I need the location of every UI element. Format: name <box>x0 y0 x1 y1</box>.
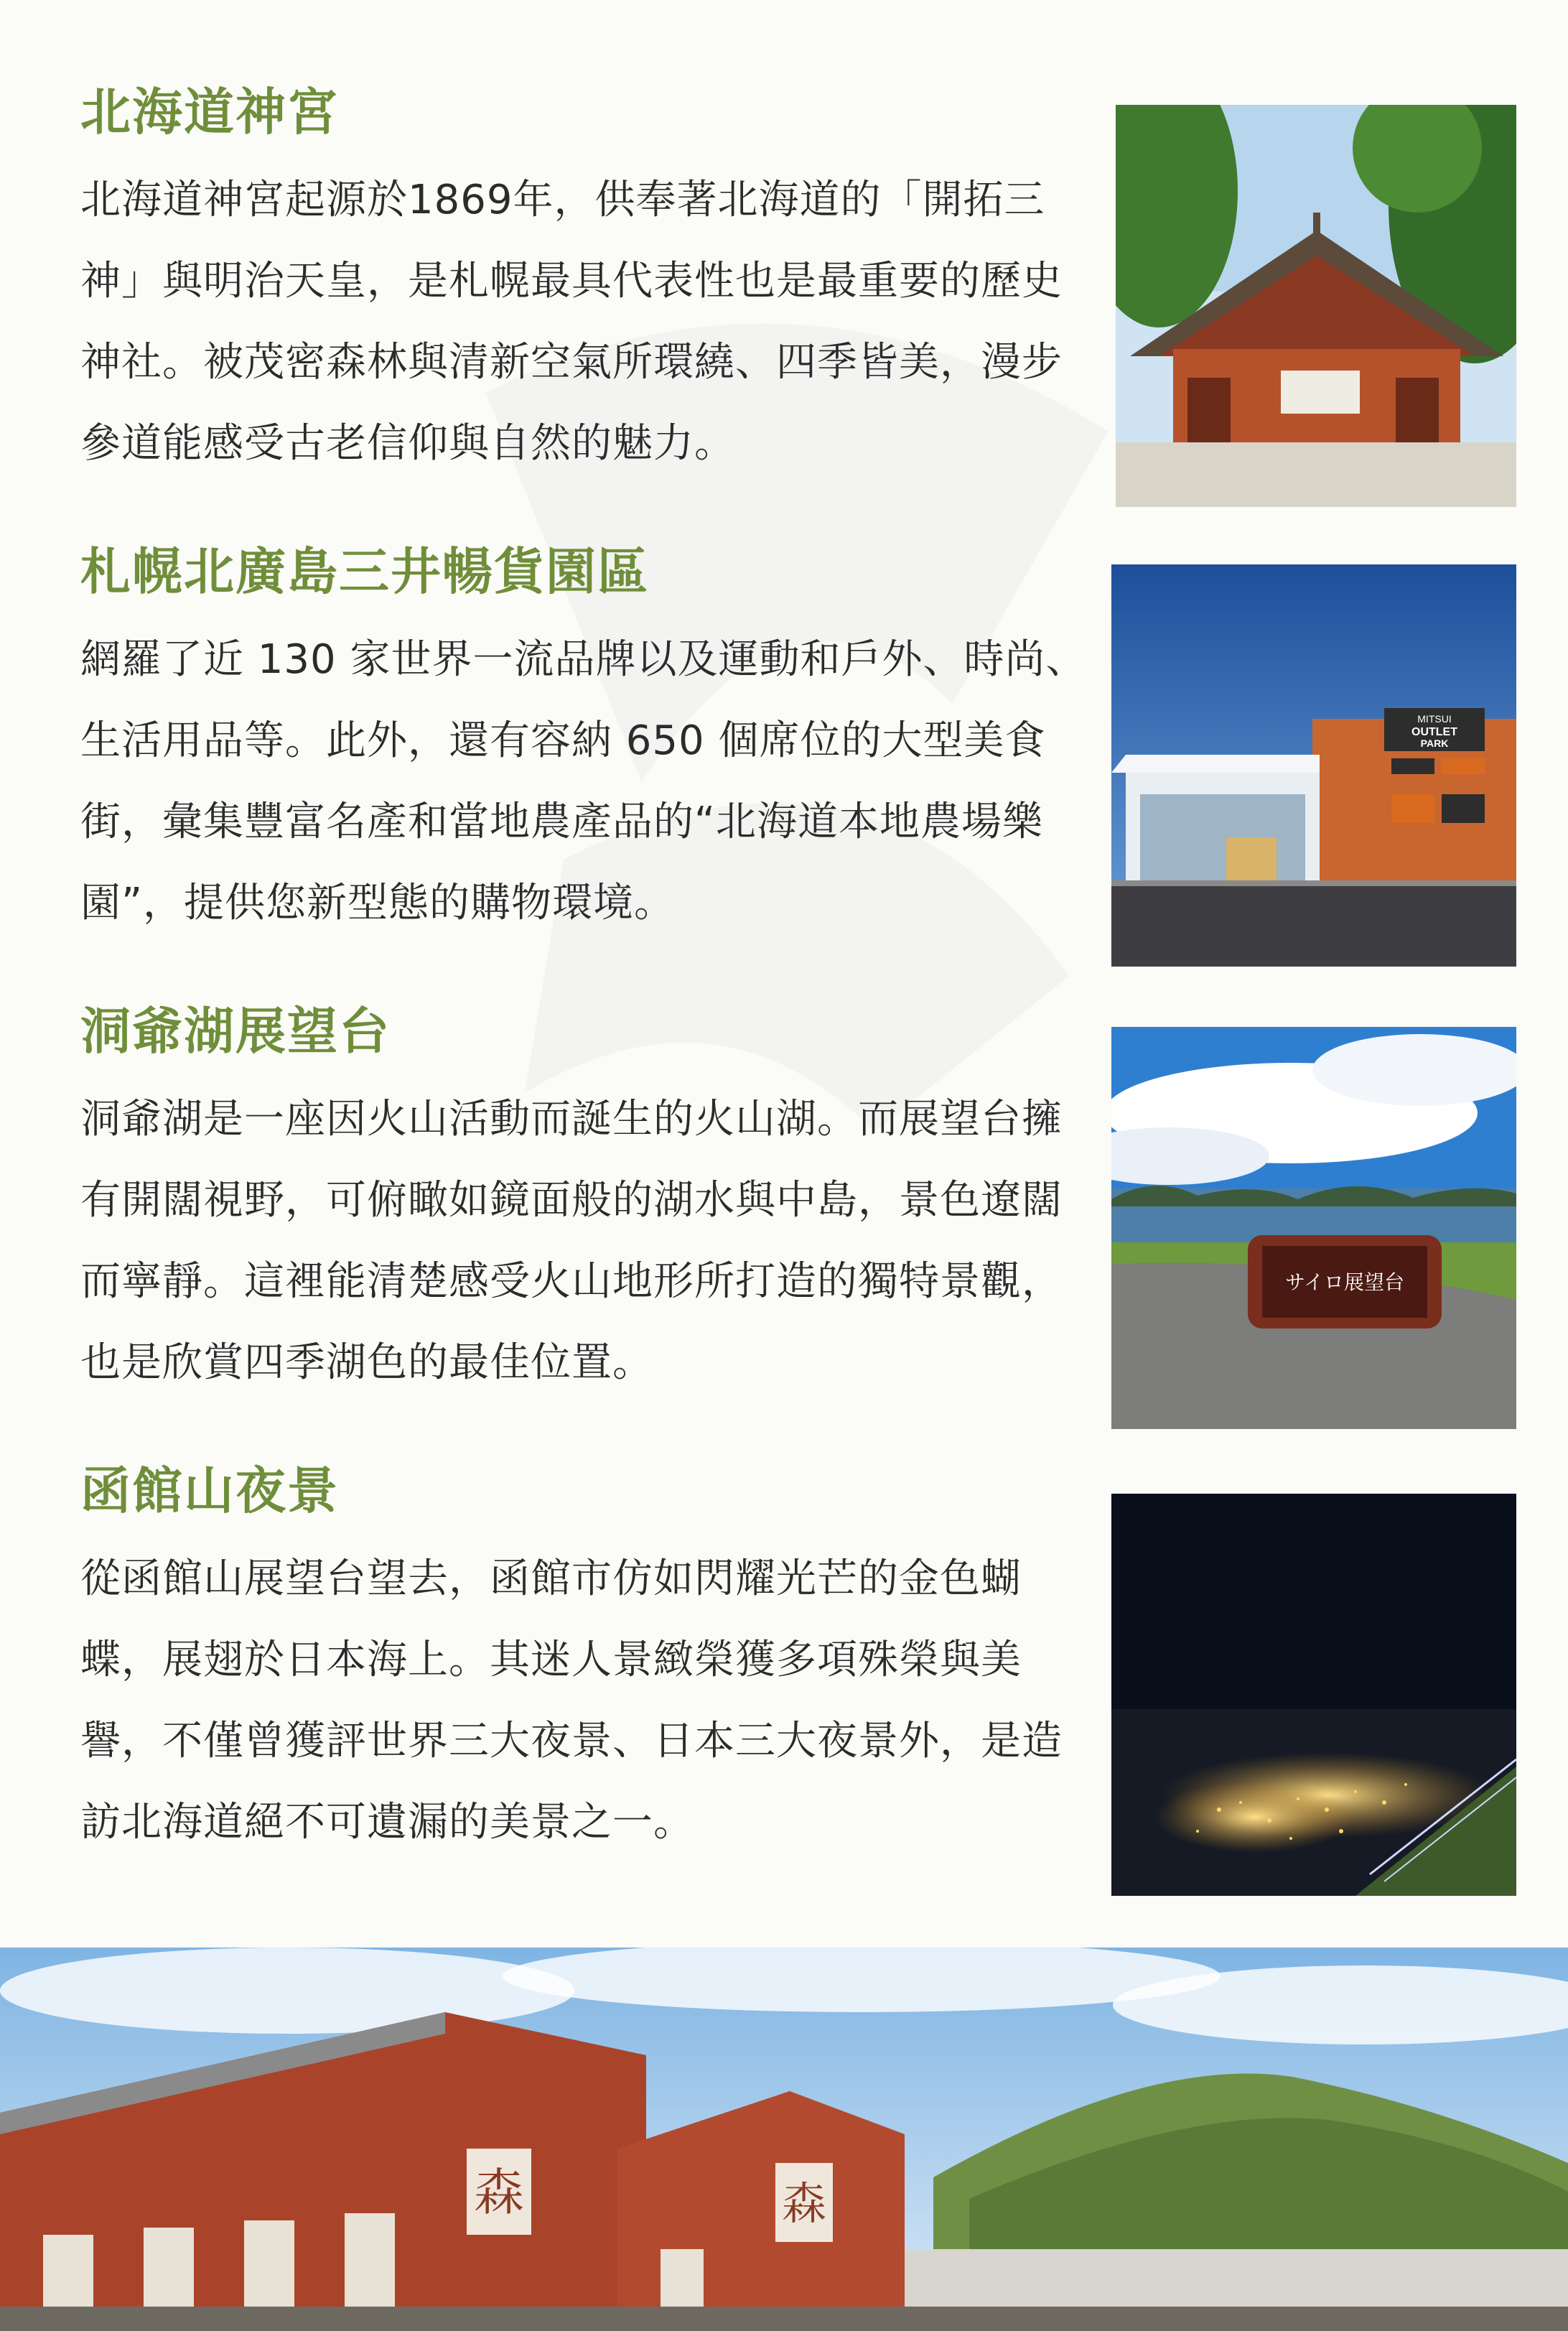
outlet-photo <box>1111 564 1516 967</box>
night-view-photo <box>1111 1494 1516 1896</box>
lake-photo <box>1111 1027 1516 1429</box>
observatory-sign-text: サイロ展望台 <box>1284 1270 1405 1294</box>
section-body: 網羅了近 130 家世界一流品牌以及運動和戶外、時尚、生活用品等。此外，還有容納 650 個席位的大型美食街，彙集豐富名產和當地農產品的“北海道本地農場樂園”，提供您新型態的購物環境。 <box>80 636 1087 926</box>
outlet-sign-line-2: OUTLET <box>1411 726 1457 738</box>
section-body: 北海道神宮起源於1869年，供奉著北海道的「開拓三神」與明治天皇，是札幌最具代表性也是最重要的歷史神社。被茂密森林與清新空氣所環繞、四季皆美，漫步參道能感受古老信仰與自然的魅力。 <box>80 177 1063 467</box>
warehouse-glyph-right: 森 <box>781 2177 827 2230</box>
section-title: 北海道神宮 <box>80 83 339 141</box>
section-body: 洞爺湖是一座因火山活動而誕生的火山湖。而展望台擁有開闊視野，可俯瞰如鏡面般的湖水與中島，景色遼闊而寧靜。這裡能清楚感受火山地形所打造的獨特景觀，也是欣賞四季湖色的最佳位置。 <box>80 1096 1063 1386</box>
section-title: 函館山夜景 <box>80 1461 339 1520</box>
outlet-sign-line-3: PARK <box>1420 738 1449 749</box>
outlet-sign-line-1: MITSUI <box>1417 713 1452 725</box>
section-title: 洞爺湖展望台 <box>80 1002 391 1061</box>
section-title: 札幌北廣島三井暢貨園區 <box>80 542 649 601</box>
section-body: 從函館山展望台望去，函館市仿如閃耀光芒的金色蝴蝶，展翅於日本海上。其迷人景緻榮獲多項殊榮與美譽，不僅曾獲評世界三大夜景、日本三大夜景外，是造訪北海道絕不可遺漏的美景之一。 <box>80 1555 1063 1846</box>
shrine-photo <box>1116 105 1516 507</box>
hakodate-warehouse-banner <box>0 1948 1568 2331</box>
warehouse-glyph-left: 森 <box>474 2163 524 2222</box>
